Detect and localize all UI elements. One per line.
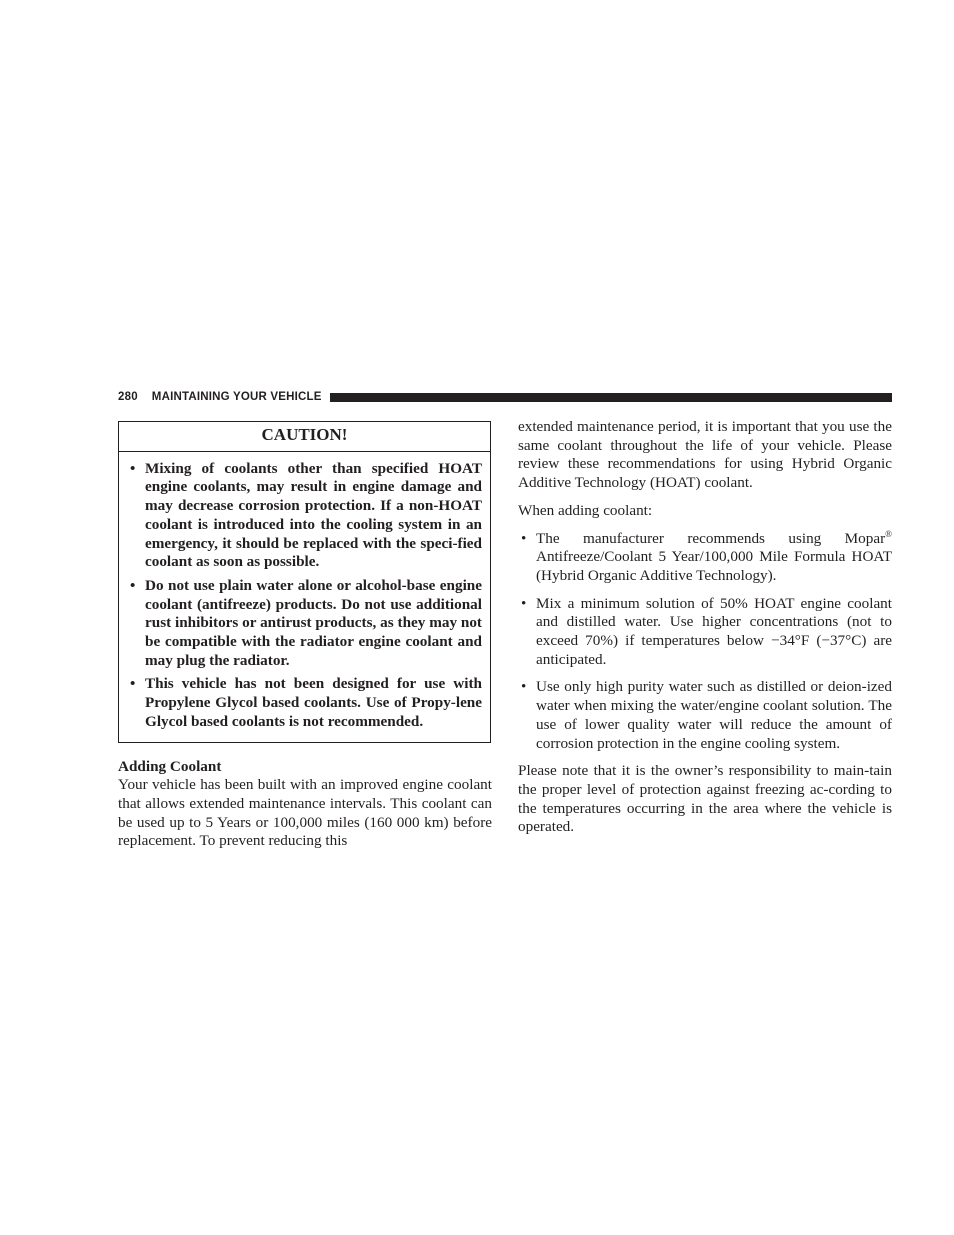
closing-paragraph: Please note that it is the owner’s responsibility to main-tain the proper level of protection against freezing ac-cording to the temperatures occurring in the area where the vehicle is operated.	[518, 762, 892, 836]
caution-item: • This vehicle has not been designed for use with Propylene Glycol based coolants. Use of Propy-lene Glycol based coolants is not recommended.	[130, 675, 482, 730]
bullet-icon: •	[130, 675, 136, 693]
caution-body	[119, 452, 490, 742]
caution-title: CAUTION!	[119, 422, 490, 452]
bullet-icon: •	[521, 594, 527, 612]
bullet-icon: •	[130, 459, 136, 477]
section-title: MAINTAINING YOUR VEHICLE	[151, 391, 322, 403]
list-item: • Mix a minimum solution of 50% HOAT engine coolant and distilled water. Use higher concentrations (not to exceed 70%) if temperatures below −34°F (−37°C) are anticipated.	[521, 594, 892, 668]
page-number: 280	[118, 391, 138, 403]
adding-coolant-paragraph: Your vehicle has been built with an improved engine coolant that allows extended maintenance intervals. This coolant can be used up to 5 Years or 100,000 miles (160 000 km) before replacement. To prevent reducing this	[118, 776, 492, 850]
list-item: • The manufacturer recommends using Mopar® Antifreeze/Coolant 5 Year/100,000 Mile Formula HOAT (Hybrid Organic Additive Technology).	[521, 528, 892, 584]
caution-list	[127, 460, 482, 732]
adding-coolant-intro: When adding coolant:	[518, 501, 653, 519]
page-header	[118, 389, 892, 405]
registered-mark: ®	[885, 528, 892, 539]
caution-item: • Mixing of coolants other than specified HOAT engine coolants, may result in engine damage and may decrease corrosion protection. If a non-HOAT coolant is introduced into the cooling system in an emergency, it should be replaced with the speci-fied coolant as soon as possible.	[130, 459, 482, 571]
right-column	[518, 418, 892, 846]
caution-box	[118, 421, 491, 743]
continuation-paragraph: extended maintenance period, it is important that you use the same coolant throughout the life of your vehicle. Please review these recommendations for using Hybrid Organic Additive Technology (HOAT) coolant.	[518, 418, 892, 492]
bullet-icon: •	[130, 576, 136, 594]
caution-item: • Do not use plain water alone or alcohol-base engine coolant (antifreeze) products. Do not use additional rust inhibitors or antirust products, as they may not be compatible with the radiator engine coolant and may plug the radiator.	[130, 576, 482, 669]
coolant-recommendations-list	[518, 530, 892, 754]
header-rule	[330, 393, 892, 402]
adding-coolant-heading: Adding Coolant	[118, 757, 222, 775]
bullet-icon: •	[521, 529, 527, 547]
bullet-icon: •	[521, 678, 527, 696]
left-column	[118, 421, 492, 851]
list-item: • Use only high purity water such as distilled or deion-ized water when mixing the water/engine coolant solution. The use of lower quality water will reduce the amount of corrosion protection in the engine cooling system.	[521, 678, 892, 752]
